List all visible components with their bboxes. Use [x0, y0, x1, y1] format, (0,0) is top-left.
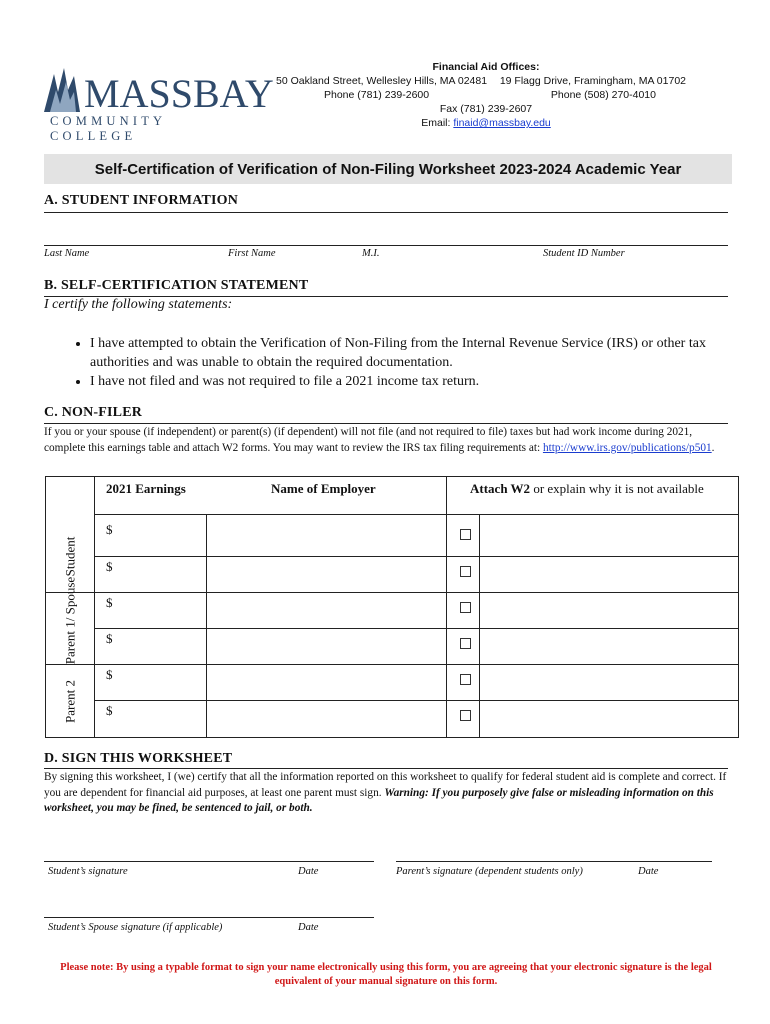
electronic-signature-note: Please note: By using a typable format to sign your name electronically using this form, you are agreeing that your electronic signature is the legal equivalent of your manual signature on this form.	[60, 962, 712, 987]
logo-mark-icon	[40, 64, 84, 114]
earnings-table	[45, 476, 739, 738]
certification-bullets	[68, 334, 740, 391]
offices-address-row	[276, 74, 696, 88]
office-email-label: Email:	[421, 117, 454, 129]
logo-subtitle: COMMUNITY COLLEGE	[50, 114, 166, 143]
massbay-logo	[40, 62, 274, 143]
col-header-attach-bold: Attach W2	[470, 481, 531, 496]
earnings-field[interactable]: $	[106, 522, 113, 537]
earnings-field[interactable]: $	[106, 631, 113, 646]
label-spouse-signature: Student’s Spouse signature (if applicable)	[48, 922, 223, 933]
label-last-name: Last Name	[44, 248, 90, 259]
group-label-student: Student	[62, 536, 78, 577]
section-d-text	[44, 770, 728, 817]
label-mi: M.I.	[362, 248, 380, 259]
table-rule	[94, 628, 738, 629]
section-c-text	[44, 425, 728, 456]
table-rule	[46, 664, 738, 665]
col-header-employer: Name of Employer	[271, 481, 376, 496]
w2-attached-checkbox[interactable]	[460, 529, 471, 540]
office-email-line	[276, 116, 696, 130]
w2-attached-checkbox[interactable]	[460, 566, 471, 577]
office-address-1: 50 Oakland Street, Wellesley Hills, MA 02481	[276, 75, 488, 87]
col-header-attach-rest: or explain why it is not available	[530, 481, 704, 496]
label-date: Date	[298, 922, 319, 933]
table-rule	[94, 514, 738, 515]
office-fax: Fax (781) 239-2607	[439, 103, 533, 115]
offices-heading: Financial Aid Offices:	[432, 61, 540, 73]
w2-attached-checkbox[interactable]	[460, 602, 471, 613]
table-divider	[206, 514, 207, 737]
w2-attached-checkbox[interactable]	[460, 710, 471, 721]
parent-signature-line[interactable]	[396, 861, 712, 862]
office-email-link[interactable]: finaid@massbay.edu	[453, 117, 551, 129]
group-label-parent1: Parent 1/ Spouse	[62, 576, 78, 665]
earnings-field[interactable]: $	[106, 703, 113, 718]
label-parent-signature: Parent’s signature (dependent students only)	[396, 866, 583, 877]
irs-publication-link[interactable]: http://www.irs.gov/publications/p501	[542, 441, 712, 454]
section-d-body: By signing this worksheet, I (we) certify that all the information reported on this worksheet to qualify for federal student aid is complete and correct. If you are dependent for financial aid purposes, at least one parent must sign.	[44, 771, 727, 799]
student-info-line[interactable]	[44, 245, 728, 246]
section-a-rule	[44, 212, 728, 213]
section-c-body: If you or your spouse (if independent) or parent(s) (if dependent) will not file (and not required to file) taxes but had work income during 2021, complete this earnings table and attach W2 forms. You may want to review the IRS tax filing requirements at:	[44, 426, 693, 454]
section-b-heading: B. SELF-CERTIFICATION STATEMENT	[44, 278, 309, 293]
table-divider	[479, 514, 480, 737]
section-a-heading: A. STUDENT INFORMATION	[44, 193, 239, 208]
page-title: Self-Certification of Verification of Non-Filing Worksheet 2023-2024 Academic Year	[44, 154, 732, 184]
w2-attached-checkbox[interactable]	[460, 638, 471, 649]
section-d-warning: Warning: If you purposely give false or misleading information on this worksheet, you may be fined, be sentenced to jail, or both.	[44, 786, 714, 814]
table-rule	[46, 592, 738, 593]
section-c-heading: C. NON-FILER	[44, 405, 143, 420]
table-divider	[94, 477, 95, 737]
financial-aid-offices	[276, 60, 696, 130]
section-d-heading: D. SIGN THIS WORKSHEET	[44, 751, 233, 766]
group-label-parent2: Parent 2	[62, 680, 78, 723]
table-divider	[446, 477, 447, 737]
col-header-earnings: 2021 Earnings	[106, 481, 186, 496]
section-c-rule	[44, 423, 728, 424]
earnings-field[interactable]: $	[106, 559, 113, 574]
earnings-field[interactable]: $	[106, 595, 113, 610]
student-signature-line[interactable]	[44, 861, 374, 862]
label-date: Date	[638, 866, 659, 877]
bullet-item: • I have not filed and was not required to file a 2021 income tax return.	[90, 372, 740, 391]
label-student-signature: Student’s signature	[48, 866, 128, 877]
section-d-rule	[44, 768, 728, 769]
office-phone-1: Phone (781) 239-2600	[324, 89, 430, 101]
label-student-id: Student ID Number	[543, 248, 625, 259]
table-rule	[94, 700, 738, 701]
office-phone-2: Phone (508) 270-4010	[550, 89, 656, 101]
office-address-2: 19 Flagg Drive, Framingham, MA 01702	[499, 75, 686, 87]
col-header-attach	[470, 481, 704, 497]
label-first-name: First Name	[228, 248, 276, 259]
offices-phone-row	[276, 88, 696, 102]
label-date: Date	[298, 866, 319, 877]
logo-name: MASSBAY	[84, 71, 274, 116]
spouse-signature-line[interactable]	[44, 917, 374, 918]
table-rule	[94, 556, 738, 557]
bullet-item: • I have attempted to obtain the Verification of Non-Filing from the Internal Revenue Service (IRS) or other tax authorities and was unable to obtain the required documentation.	[90, 334, 740, 372]
section-c-end: .	[711, 441, 715, 454]
earnings-field[interactable]: $	[106, 667, 113, 682]
section-b-intro: I certify the following statements:	[44, 297, 233, 312]
w2-attached-checkbox[interactable]	[460, 674, 471, 685]
